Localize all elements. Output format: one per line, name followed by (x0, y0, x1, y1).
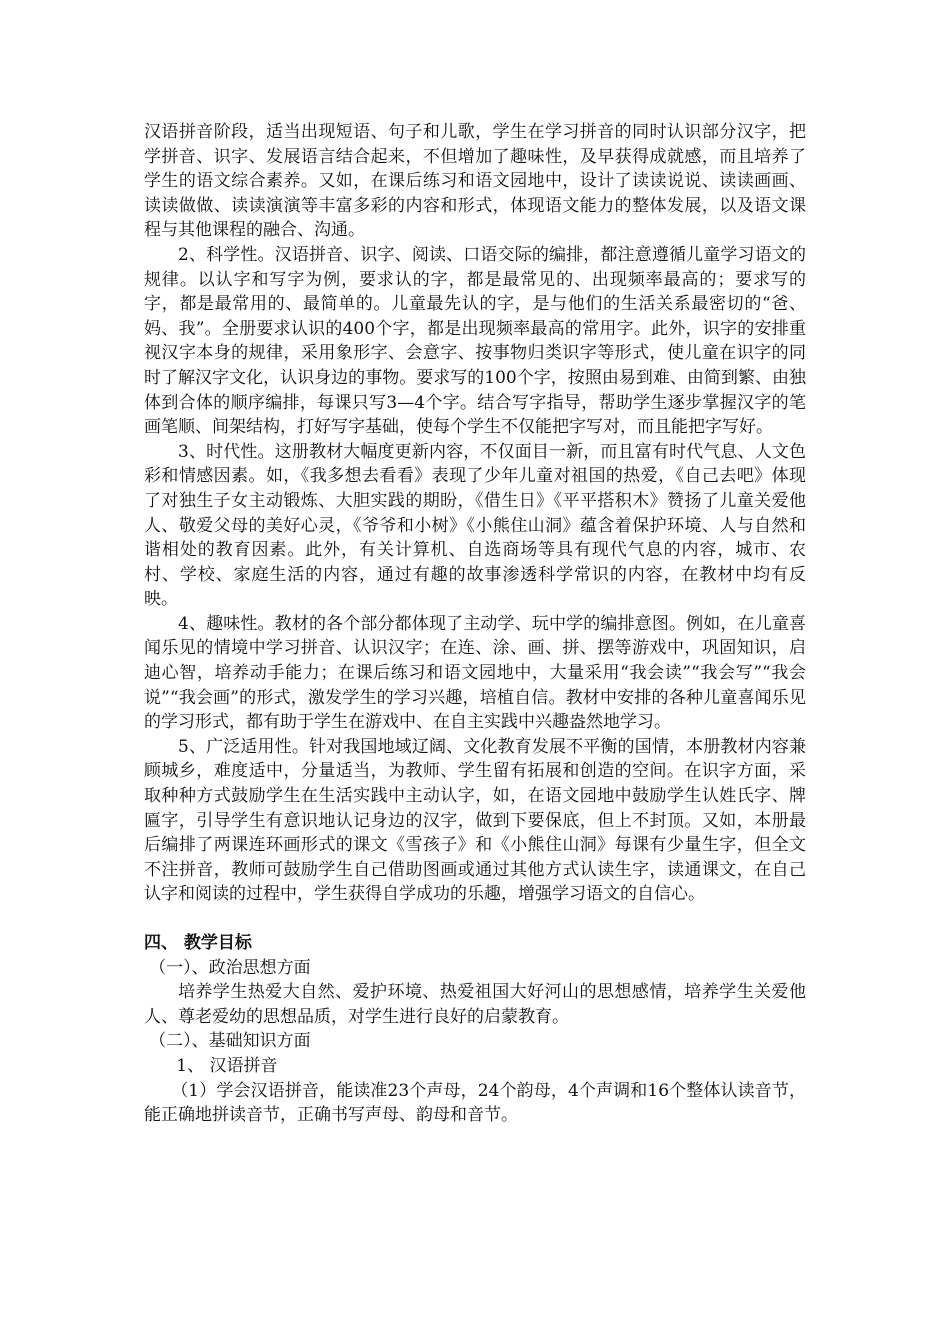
item-pinyin: 1、 汉语拼音 (176, 1055, 278, 1076)
item-pinyin-detail: （1）学会汉语拼音，能读准23个声母，24个韵母，4个声调和16个整体认读音节，能正确地拼读音节，正确书写声母、韵母和音节。 (144, 1080, 806, 1126)
paragraph-timeliness: 3、时代性。这册教材大幅度更新内容，不仅面目一新，而且富有时代气息、人文色彩和情感因素。如，《我多想去看看》表现了少年儿童对祖国的热爱，《自己去吧》体现了对独生子女主动锻炼、大胆实践的期盼，《借生日》《平平搭积木》赞扬了儿童关爱他人、敬爱父母的美好心灵，《爷爷和小树》《小熊住山洞》蕴含着保护环境、人与自然和谐相处的教育因素。此外，有关计算机、自选商场等具有现代气息的内容，城市、农村、学校、家庭生活的内容，通过有趣的故事渗透科学常识的内容，在教材中均有反映。 (144, 441, 806, 610)
section-heading-teaching-goals: 四、 教学目标 (144, 933, 252, 953)
paragraph-applicability: 5、广泛适用性。针对我国地域辽阔、文化教育发展不平衡的国情，本册教材内容兼顾城乡，难度适中，分量适当，为教师、学生留有拓展和创造的空间。在识字方面，采取种种方式鼓励学生在生活实践中主动认字，如，在语文园地中鼓励学生认姓氏字、牌匾字，引导学生有意识地认记身边的汉字，做到下要保底，但上不封顶。又如，本册最后编排了两课连环画形式的课文《雪孩子》和《小熊住山洞》每课有少量生字，但全文不注拼音，教师可鼓励学生自己借助图画或通过其他方式认读生字，读通课文，在自己认字和阅读的过程中，学生获得自学成功的乐趣，增强学习语文的自信心。 (144, 736, 806, 905)
paragraph-intro-continued: 汉语拼音阶段，适当出现短语、句子和儿歌，学生在学习拼音的同时认识部分汉字，把学拼音、识字、发展语言结合起来，不但增加了趣味性，及早获得成就感，而且培养了学生的语文综合素养。又如，在课后练习和语文园地中，设计了读读说说、读读画画、读读做做、读读演演等丰富多彩的内容和形式，体现语文能力的整体发展，以及语文课程与其他课程的融合、沟通。 (144, 122, 806, 241)
subheading-basic-knowledge: （二）、基础知识方面 (149, 1031, 311, 1052)
section-gap (144, 907, 806, 931)
paragraph-scientific: 2、科学性。汉语拼音、识字、阅读、口语交际的编排，都注意遵循儿童学习语文的规律。以认字和写字为例，要求认的字，都是最常见的、出现频率最高的；要求写的字，都是最常用的、最简单的。儿童最先认的字，是与他们的生活关系最密切的“爸、妈、我”。全册要求认识的400个字，都是出现频率最高的常用字。此外，识字的安排重视汉字本身的规律，采用象形字、会意字、按事物归类识字等形式，使儿童在识字的同时了解汉字文化，认识身边的事物。要求写的100个字，按照由易到难、由简到繁、由独体到合体的顺序编排，每课只写3—4个字。结合写字指导，帮助学生逐步掌握汉字的笔画笔顺、间架结构，打好写字基础，使每个学生不仅能把字写对，而且能把字写好。 (144, 244, 806, 438)
paragraph-political: 培养学生热爱大自然、爱护环境、热爱祖国大好河山的思想感情，培养学生关爱他人、尊老爱幼的思想品质，对学生进行良好的启蒙教育。 (144, 982, 806, 1027)
paragraph-interest: 4、趣味性。教材的各个部分都体现了主动学、玩中学的编排意图。例如，在儿童喜闻乐见的情境中学习拼音、认识汉字；在连、涂、画、拼、摆等游戏中，巩固知识，启迪心智，培养动手能力；在课后练习和语文园地中，大量采用“我会读”“我会写”“我会说”“我会画”的形式，激发学生的学习兴趣，培植自信。教材中安排的各种儿童喜闻乐见的学习形式，都有助于学生在游戏中、在自主实践中兴趣盎然地学习。 (144, 613, 806, 733)
subheading-political: （一）、政治思想方面 (149, 957, 311, 978)
document-body (144, 120, 806, 1128)
